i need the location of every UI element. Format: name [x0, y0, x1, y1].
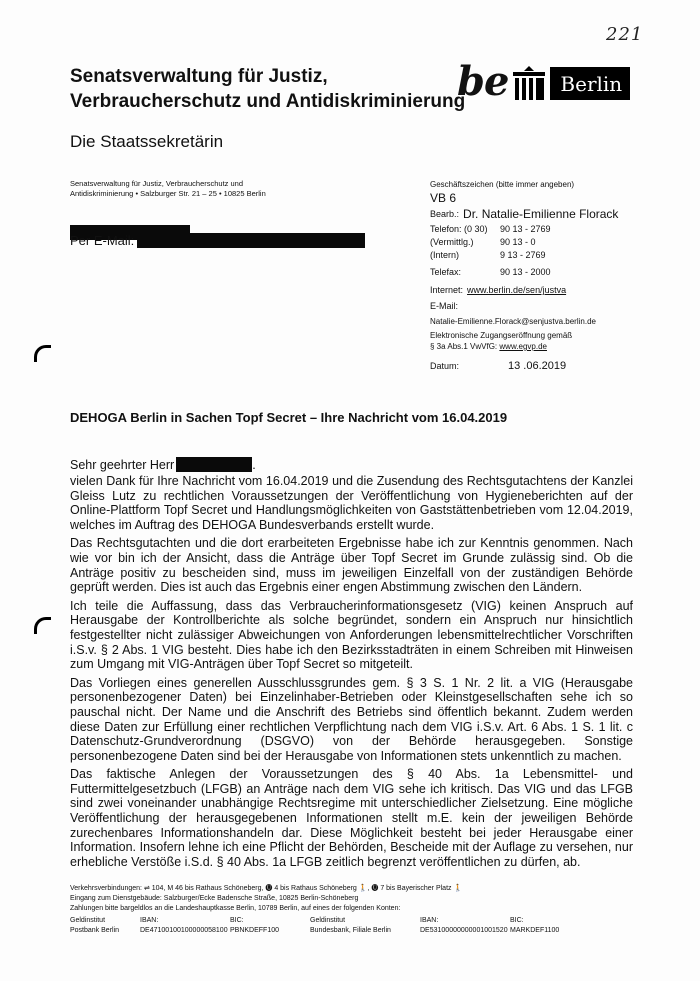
department-subtitle: Die Staatssekretärin	[70, 132, 224, 151]
paragraph: Das faktische Anlegen der Voraussetzungen des § 40 Abs. 1a Lebensmittel- und Futtermittelgesetzbuch (LFGB) an Anträge nach dem VIG sehe ich kritisch. Das VIG und das LFGB sind zwei voneinander unabhängige Rechtsregime mit unterschiedlicher Zielsetzung. Eine mögliche Veröffentlichung der herausgegebenen Informationen stellt m.E. kein der jeweiligen Behörde zurechenbares Informationshandeln dar. Diese Möglichkeit besteht bei jeder Herausgabe einer Information. Insofern lehne ich eine Pflicht der Behörden, Bescheide mit der Auflage zu versehen, nur erhebliche Verstöße i.S.d. § 40 Abs. 1a LFGB zeitlich begrenzt veröffentlichen zu dürfen, ab.	[70, 767, 633, 869]
internet-link[interactable]: www.berlin.de/sen/justva	[467, 285, 567, 295]
subject-line: DEHOGA Berlin in Sachen Topf Secret – Ihre Nachricht vom 16.04.2019	[70, 410, 508, 425]
intern-value: 9 13 - 2769	[500, 250, 546, 260]
zugang-line-2	[430, 341, 680, 352]
org-line-1: Senatsverwaltung für Justiz,	[70, 66, 328, 87]
bank-header: BIC:	[230, 917, 244, 924]
bank-header: Geldinstitut	[70, 917, 106, 924]
sender-address	[70, 179, 370, 240]
bank-value: Bundesbank, Filiale Berlin	[310, 927, 391, 934]
bank-value: Postbank Berlin	[70, 927, 120, 934]
bank-value: DE53100000000001001520	[420, 927, 508, 934]
org-line-2: Verbraucherschutz und Antidiskriminierung	[70, 91, 466, 112]
bank-header: BIC:	[510, 917, 524, 924]
per-email-line	[70, 233, 365, 248]
footer-payment: Zahlungen bitte bargeldlos an die Landeshauptkasse Berlin, 10789 Berlin, auf eines der folgenden Konten:	[70, 905, 401, 912]
organization-name	[70, 64, 465, 114]
salutation-text: Sehr geehrter Herr	[70, 457, 175, 472]
telefax-label: Telefax:	[430, 267, 462, 277]
bank-value: DE47100100100000058100	[140, 927, 228, 934]
salutation: Sehr geehrter Herr .	[70, 457, 256, 472]
intern-label: (Intern)	[430, 250, 460, 260]
footer-transport: Verkehrsverbindungen: ⇌ 104, M 46 bis Rathaus Schöneberg, 🅤 4 bis Rathaus Schöneberg 🚶, 🅤 7 bis Bayerischer Platz 🚶	[70, 885, 463, 892]
internet-label: Internet:	[430, 285, 464, 295]
footer-entrance: Eingang zum Dienstgebäude: Salzburger/Ecke Badensche Straße, 10825 Berlin-Schöneberg	[70, 895, 359, 902]
sender-line-2: Antidiskriminierung • Salzburger Str. 21 – 25 • 10825 Berlin	[70, 189, 266, 198]
paragraph: Ich teile die Auffassung, dass das Verbraucherinformationsgesetz (VIG) keinen Anspruch auf Herausgabe der Kontrollberichte als solche begründet, sondern ein Anspruch nur hinsichtlich festgestellter nicht zulässiger Abweichungen von Anforderungen lebensmittelrechtlicher Vorschriften i.S.v. § 2 Abs. 1 VIG besteht. Dies habe ich den Bezirksstadträten in einem Schreiben mit Hinweisen zum Umgang mit VIG-Anträgen über Topf Secret so mitgeteilt.	[70, 598, 633, 672]
sender-line-1: Senatsverwaltung für Justiz, Verbraucherschutz und	[70, 179, 244, 188]
bank-header: Geldinstitut	[310, 917, 346, 924]
ref-value: VB 6	[430, 191, 457, 205]
telefon-label: Telefon: (0 30)	[430, 224, 488, 234]
paragraph: Das Vorliegen eines generellen Ausschlussgrundes gem. § 3 S. 1 Nr. 2 lit. a VIG (Herausgabe personenbezogener Daten) bei Einzelinhaber-Betrieben oder Kleinstgesellschaften sehe ich so pauschal nicht. Der Name und die Anschrift des Betriebs sind öffentlich bekannt. Zudem werden diese Daten zur Erfüllung einer rechtlichen Verpflichtung nach dem VIG i.S.v. Art. 6 Abs. 1 S. 1 lit. c Datenschutz-Grundverordnung (DSGVO) von der Behörde herausgegeben. Sonstige personenbezogene Daten sind bei der Herausgabe von Informationen stets unkenntlich zu machen.	[70, 675, 633, 763]
datum-value: 13 .06.2019	[508, 360, 567, 372]
telefax-value: 90 13 - 2000	[500, 267, 551, 277]
brandenburg-gate-icon	[510, 64, 548, 102]
paragraph: vielen Dank für Ihre Nachricht vom 16.04.2019 und die Zusendung des Rechtsgutachtens der Kanzlei Gleiss Lutz zu rechtlichen Voraussetzungen der Veröffentlichung von Hygieneberichten auf der Online-Plattform Topf Secret und Handlungsmöglichkeiten von Gaststättenbetrieben vom 12.04.2019, welches im Auftrag des DEHOGA Bundesverbands erstellt wurde.	[70, 474, 633, 532]
redacted-email	[137, 233, 365, 248]
per-email-label: Per E-Mail:	[70, 233, 135, 248]
paragraph: Das Rechtsgutachten und die dort erarbeiteten Ergebnisse habe ich zur Kenntnis genommen. Nach wie vor bin ich der Ansicht, dass die Anträge über Topf Secret im Grunde zulässig sind. Ob die Anträge positiv zu bescheiden sind, muss im jeweiligen Einzelfall von der zuständigen Behörde geprüft werden. Dies ist auch das Ergebnis einer engen Abstimmung zwischen den Ländern.	[70, 536, 633, 595]
email-value[interactable]: Natalie-Emilienne.Florack@senjustva.berlin.de	[430, 317, 596, 326]
zugang-prefix: § 3a Abs.1 VwVfG:	[430, 342, 498, 351]
bank-value: MARKDEF1100	[510, 927, 560, 934]
datum-label: Datum:	[430, 361, 460, 371]
bank-value: PBNKDEFF100	[230, 927, 280, 934]
logo-berlin: Berlin	[550, 67, 630, 100]
bank-header: IBAN:	[140, 917, 159, 924]
page-footer	[70, 884, 660, 936]
bank-header: IBAN:	[420, 917, 439, 924]
fold-mark	[34, 617, 51, 634]
egvp-link[interactable]: www.egvp.de	[499, 342, 547, 351]
logo-be: be	[457, 58, 509, 105]
telefon-value: 90 13 - 2769	[500, 224, 551, 234]
bank-table	[70, 916, 660, 936]
email-label: E-Mail:	[430, 301, 459, 311]
bearb-label: Bearb.:	[430, 209, 460, 219]
fold-mark	[34, 345, 51, 362]
handwritten-note: 221	[606, 24, 644, 45]
redacted-name	[176, 457, 252, 472]
vermittl-value: 90 13 - 0	[500, 237, 536, 247]
reference-block	[430, 179, 680, 373]
ref-label: Geschäftszeichen (bitte immer angeben)	[430, 180, 575, 189]
bearb-value: Dr. Natalie-Emilienne Florack	[463, 207, 619, 221]
vermittl-label: (Vermittlg.)	[430, 237, 474, 247]
letter-body	[70, 474, 633, 873]
berlin-logo	[457, 58, 630, 105]
zugang-line-1: Elektronische Zugangseröffnung gemäß	[430, 331, 573, 340]
